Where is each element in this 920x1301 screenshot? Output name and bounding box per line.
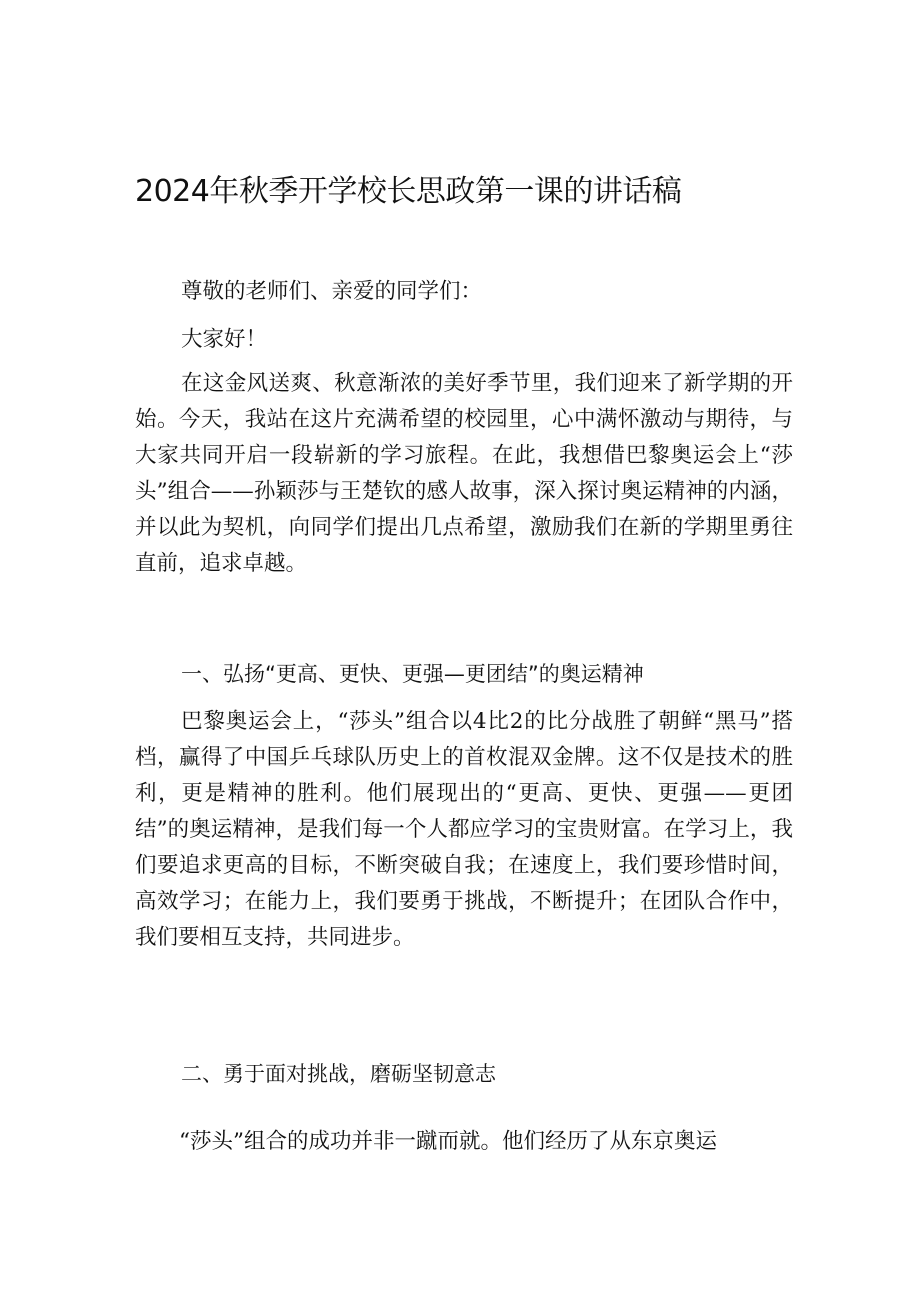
greeting: 大家好！ xyxy=(181,327,268,352)
section-heading-2: 二、勇于面对挑战，磨砺坚韧意志 xyxy=(181,1062,496,1086)
document-title: 2024年秋季开学校长思政第一课的讲话稿 xyxy=(135,174,682,209)
paragraph-section-1: 巴黎奥运会上，“莎头”组合以4比2的比分战胜了朝鲜“黑马”搭档，赢得了中国乒乓球队历史上的首枚混双金牌。这不仅是技术的胜利，更是精神的胜利。他们展现出的“更高、更快、更强——更团结”的奥运精神，是我们每一个人都应学习的宝贵财富。在学习上，我们要追求更高的目标，不断突破自我；在速度上，我们要珍惜时间，高效学习；在能力上，我们要勇于挑战，不断提升；在团队合作中，我们要相互支持，共同进步。 xyxy=(135,709,793,950)
salutation: 尊敬的老师们、亲爱的同学们： xyxy=(181,279,483,304)
paragraph-section-2: “莎头”组合的成功并非一蹴而就。他们经历了从东京奥运 xyxy=(179,1129,717,1154)
paragraph-opening: 在这金风送爽、秋意渐浓的美好季节里，我们迎来了新学期的开始。今天，我站在这片充满希望的校园里，心中满怀激动与期待，与大家共同开启一段崭新的学习旅程。在此，我想借巴黎奥运会上“莎头”组合——孙颖莎与王楚钦的感人故事，深入探讨奥运精神的内涵，并以此为契机，向同学们提出几点希望，激励我们在新的学期里勇往直前，追求卓越。 xyxy=(135,371,793,576)
section-heading-1: 一、弘扬“更高、更快、更强—更团结”的奥运精神 xyxy=(181,662,644,686)
